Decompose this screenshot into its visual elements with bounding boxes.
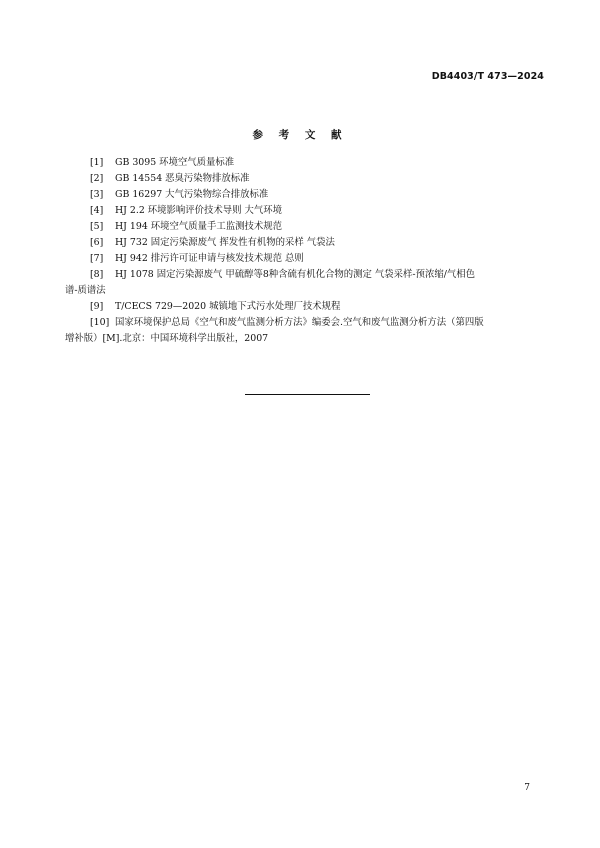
reference-item-8 <box>65 267 530 299</box>
reference-text: HJ 942 排污许可证申请与核发技术规范 总则 <box>114 253 304 264</box>
reference-number: [6] <box>90 237 104 248</box>
reference-number: [7] <box>90 253 104 264</box>
reference-number: [8] <box>90 269 104 280</box>
reference-text: HJ 732 固定污染源废气 挥发性有机物的采样 气袋法 <box>114 237 335 248</box>
document-code: DB4403/T 473—2024 <box>431 71 544 82</box>
reference-list <box>65 155 530 347</box>
reference-text: T/CECS 729—2020 城镇地下式污水处理厂技术规程 <box>114 301 341 312</box>
reference-text: HJ 1078 固定污染源废气 甲硫醇等8种含硫有机化合物的测定 气袋采样-预浓缩/气相色 <box>114 269 475 280</box>
page-number: 7 <box>524 783 530 793</box>
reference-item-2 <box>90 171 530 187</box>
reference-item-10 <box>65 315 530 347</box>
reference-number: [3] <box>90 189 104 200</box>
reference-text: HJ 2.2 环境影响评价技术导则 大气环境 <box>114 205 283 216</box>
section-title: 参 考 文 献 <box>252 129 348 141</box>
reference-text: HJ 194 环境空气质量手工监测技术规范 <box>114 221 283 232</box>
reference-text-continuation: 谱-质谱法 <box>65 285 106 296</box>
reference-item-6 <box>90 235 530 251</box>
reference-number: [4] <box>90 205 104 216</box>
reference-text: GB 16297 大气污染物综合排放标准 <box>114 189 269 200</box>
reference-number: [5] <box>90 221 104 232</box>
reference-item-3 <box>90 187 530 203</box>
reference-item-9 <box>90 299 530 315</box>
reference-item-1 <box>90 155 530 171</box>
reference-number: [2] <box>90 173 104 184</box>
reference-item-7 <box>90 251 530 267</box>
reference-number: [1] <box>90 157 104 168</box>
reference-item-4 <box>90 203 530 219</box>
reference-text: GB 3095 环境空气质量标准 <box>114 157 235 168</box>
reference-text: GB 14554 恶臭污染物排放标准 <box>114 173 250 184</box>
reference-item-5 <box>90 219 530 235</box>
reference-number: [10] <box>90 317 110 328</box>
reference-number: [9] <box>90 301 104 312</box>
reference-text-continuation: 增补版）[M].北京：中国环境科学出版社，2007 <box>65 333 269 344</box>
reference-text: 国家环境保护总局《空气和废气监测分析方法》编委会.空气和废气监测分析方法（第四版 <box>114 317 484 328</box>
end-of-document-rule <box>245 394 370 395</box>
